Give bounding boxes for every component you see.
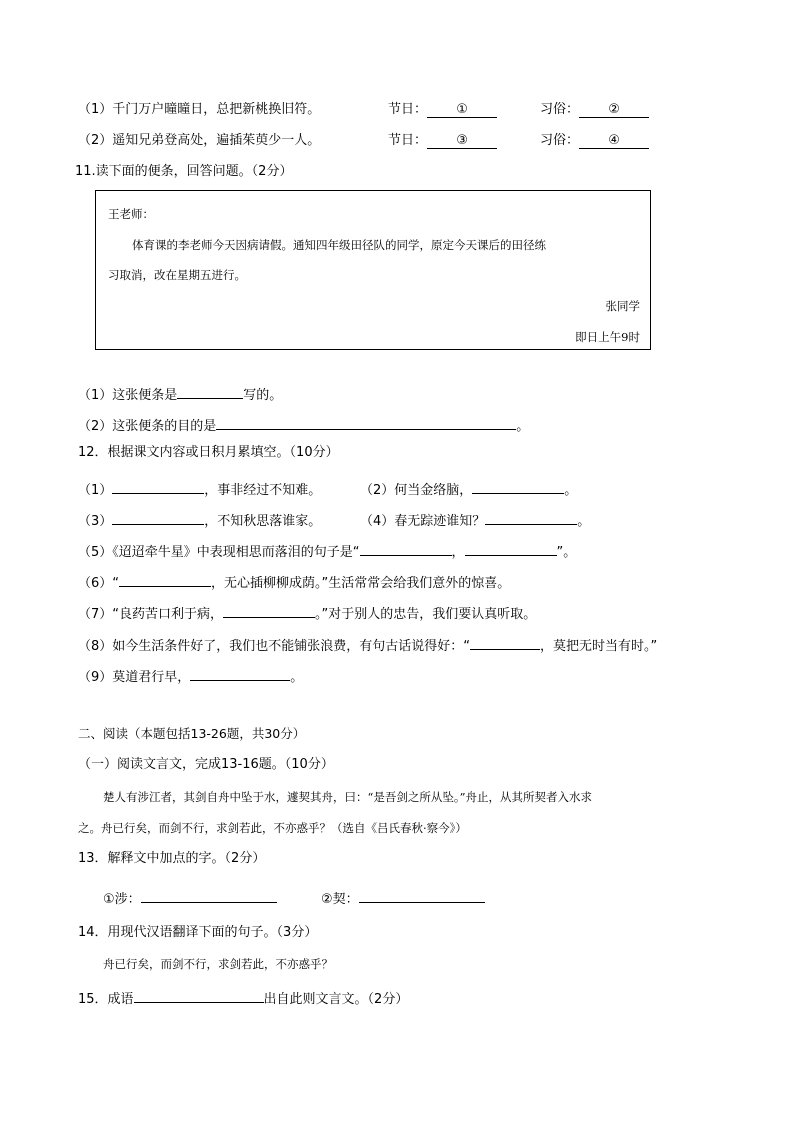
q10-item-1-text: （1）千门万户曈曈日，总把新桃换旧符。 xyxy=(78,102,321,117)
q13-label-1: ①涉： xyxy=(103,892,141,907)
q12-9-prefix: （9）莫道君行早， xyxy=(78,670,191,685)
q11-sub-2 xyxy=(78,414,529,435)
note-signature: 张同学 xyxy=(605,299,640,313)
q12-5-mid: ， xyxy=(451,545,465,560)
q12-4-prefix: （4）春无踪迹谁知？ xyxy=(360,514,486,529)
q11-sub-1 xyxy=(78,383,282,404)
q14-title: 14．用现代汉语翻译下面的句子。（3分） xyxy=(78,925,318,940)
q12-8-blank[interactable] xyxy=(470,634,540,650)
q12-3-suffix: ，不知秋思落谁家。 xyxy=(204,514,322,529)
q12-5-prefix: （5）《迢迢牵牛星》中表现相思而落泪的句子是“ xyxy=(78,545,360,560)
q12-1-prefix: （1） xyxy=(78,483,113,498)
blank-3[interactable]: ③ xyxy=(427,133,497,149)
q12-6-suffix: ，无心插柳柳成荫。”生活常常会给我们意外的惊喜。 xyxy=(211,576,511,591)
q13-answer-2 xyxy=(321,887,485,908)
note-box xyxy=(95,190,651,350)
note-body-line-2: 习取消，改在星期五进行。 xyxy=(108,268,246,282)
holiday-label: 节日： xyxy=(388,133,428,148)
q12-row-8 xyxy=(78,634,657,655)
custom-label: 习俗： xyxy=(540,133,580,148)
q12-title: 12．根据课文内容或日积月累填空。（10分） xyxy=(78,445,339,460)
q12-3-blank[interactable] xyxy=(112,509,204,525)
q12-2-prefix: （2）何当金络脑， xyxy=(360,483,473,498)
q12-7-prefix: （7）“良药苦口利于病， xyxy=(78,607,224,622)
note-date: 即日上午9时 xyxy=(575,330,640,344)
q12-5-blank-b[interactable] xyxy=(465,540,557,556)
q15 xyxy=(78,987,408,1008)
q10-item-1 xyxy=(78,102,620,118)
q12-5-blank-a[interactable] xyxy=(360,540,452,556)
note-body-line-1: 体育课的李老师今天因病请假。通知四年级田径队的同学，原定今天课后的田径练 xyxy=(132,238,546,252)
q12-3-prefix: （3） xyxy=(78,514,113,529)
q12-4-blank[interactable] xyxy=(485,509,577,525)
q11-sub-2-suffix: 。 xyxy=(516,419,530,434)
passage-line-1: 楚人有涉江者，其剑自舟中坠于水，遽契其舟，曰：“是吾剑之所从坠。”舟止，从其所契者入水求 xyxy=(103,790,593,804)
blank-2[interactable]: ② xyxy=(579,102,649,118)
custom-label: 习俗： xyxy=(540,102,580,117)
q12-row-1 xyxy=(78,478,578,499)
q12-1-blank[interactable] xyxy=(112,478,204,494)
q12-7-suffix: 。”对于别人的忠告，我们要认真听取。 xyxy=(315,607,537,622)
note-greeting: 王老师： xyxy=(108,207,154,221)
passage-line-2: 之。舟已行矣，而剑不行，求剑若此，不亦惑乎？（选自《吕氏春秋·察今》） xyxy=(78,821,467,835)
q12-row-6 xyxy=(78,571,510,592)
q12-6-blank[interactable] xyxy=(119,571,211,587)
q12-8-suffix: ，莫把无时当有时。” xyxy=(540,639,658,654)
q12-2-suffix: 。 xyxy=(564,483,578,498)
q10-item-1-holiday xyxy=(388,102,497,118)
q12-5-suffix: ”。 xyxy=(556,545,577,560)
blank-4[interactable]: ④ xyxy=(579,133,649,149)
holiday-label: 节日： xyxy=(388,102,428,117)
q12-4 xyxy=(360,509,590,530)
q13-blank-1[interactable] xyxy=(141,887,277,903)
q10-item-2-custom xyxy=(540,133,649,149)
q12-row-7 xyxy=(78,602,536,623)
q13-label-2: ②契： xyxy=(321,892,359,907)
q12-9-blank[interactable] xyxy=(190,665,290,681)
q12-row-2 xyxy=(78,509,591,530)
q11-sub-1-suffix: 写的。 xyxy=(243,388,283,403)
q13-title: 13．解释文中加点的字。（2分） xyxy=(78,851,266,866)
q10-item-2-text: （2）遥知兄弟登高处，遍插茱萸少一人。 xyxy=(78,133,321,148)
q11-sub-2-prefix: （2）这张便条的目的是 xyxy=(78,419,217,434)
q11-sub-1-prefix: （1）这张便条是 xyxy=(78,388,178,403)
blank-1[interactable]: ① xyxy=(427,102,497,118)
section-2-title: 二、阅读（本题包括13-26题，共30分） xyxy=(78,726,306,741)
q11-sub-1-blank[interactable] xyxy=(177,383,243,399)
q12-2 xyxy=(360,478,577,499)
q12-row-5 xyxy=(78,540,576,561)
q14-sentence: 舟已行矣，而剑不行，求剑若此，不亦惑乎？ xyxy=(103,957,333,971)
q12-4-suffix: 。 xyxy=(577,514,591,529)
q10-item-2-holiday xyxy=(388,133,497,149)
q10-item-2 xyxy=(78,133,620,149)
q12-row-9 xyxy=(78,665,303,686)
q13-blank-2[interactable] xyxy=(359,887,485,903)
q10-item-1-custom xyxy=(540,102,649,118)
q11-title: 11.读下面的便条，回答问题。（2分） xyxy=(75,164,293,179)
q12-9-suffix: 。 xyxy=(290,670,304,685)
q15-blank[interactable] xyxy=(134,987,264,1003)
q12-7-blank[interactable] xyxy=(223,602,315,618)
q15-prefix: 15．成语 xyxy=(78,992,134,1007)
q15-suffix: 出自此则文言文。（2分） xyxy=(263,992,409,1007)
q11-sub-2-blank[interactable] xyxy=(216,414,516,430)
q12-2-blank[interactable] xyxy=(472,478,564,494)
q12-1-suffix: ，事非经过不知难。 xyxy=(204,483,322,498)
section-2-part-1: （一）阅读文言文，完成13-16题。（10分） xyxy=(78,757,334,772)
q13-answers xyxy=(103,887,359,908)
q12-6-prefix: （6）“ xyxy=(78,576,120,591)
q12-8-prefix: （8）如今生活条件好了，我们也不能铺张浪费，有句古话说得好：“ xyxy=(78,639,471,654)
